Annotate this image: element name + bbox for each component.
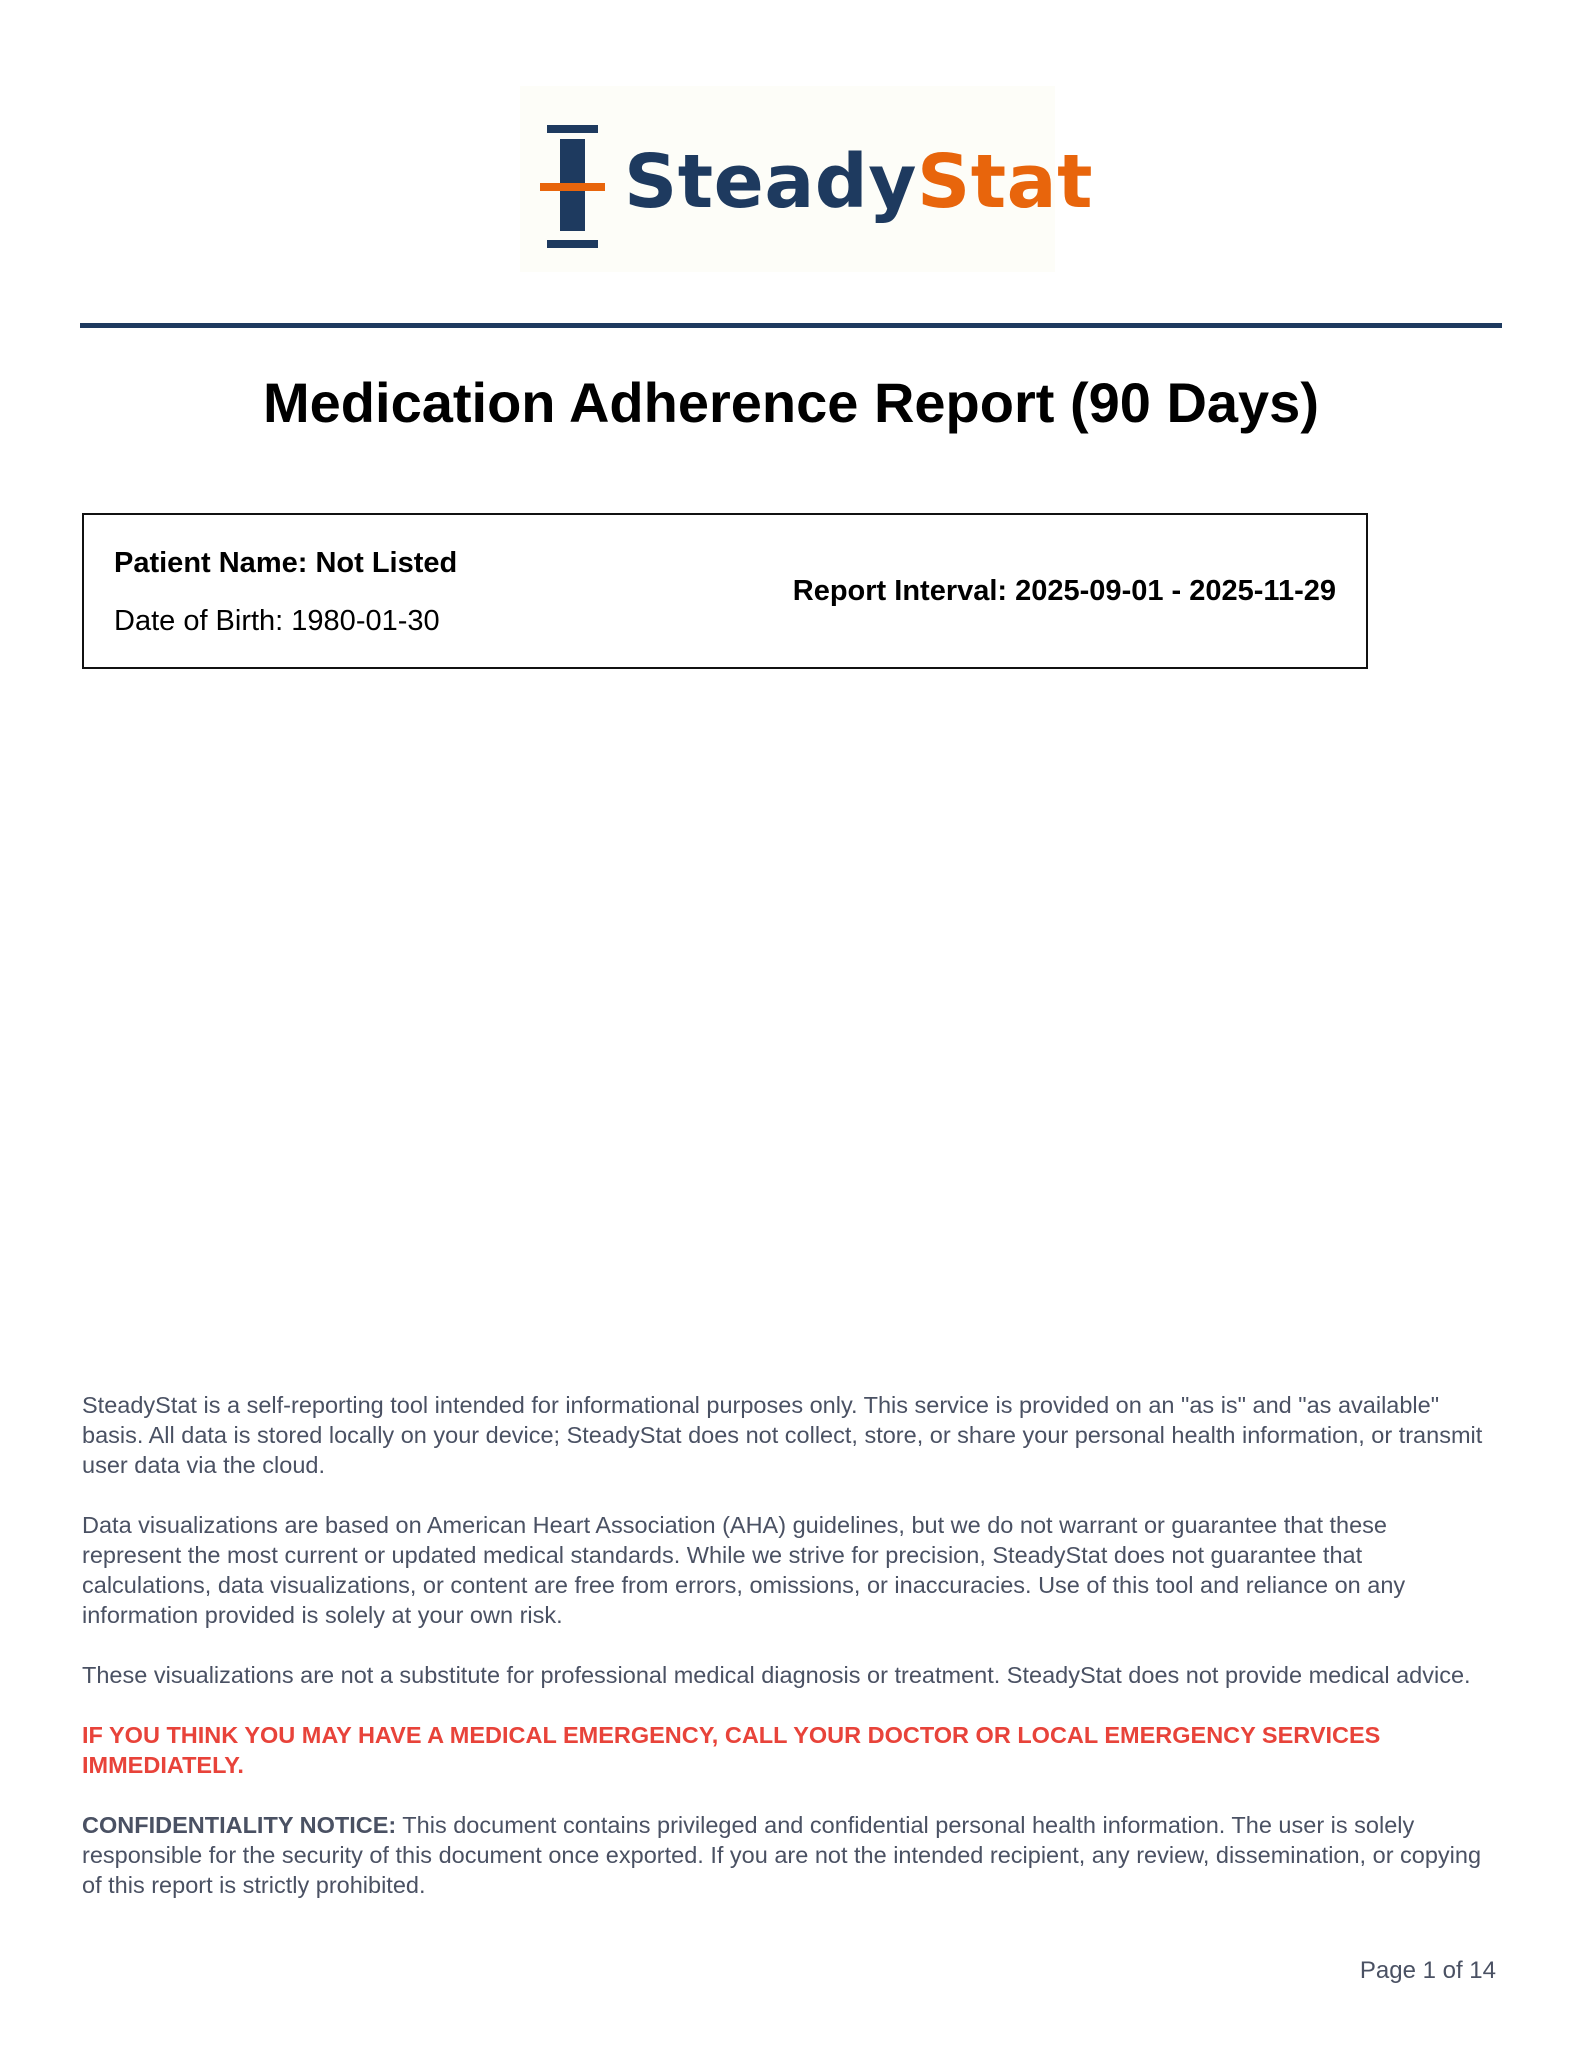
logo-mark-bottom-bar bbox=[547, 240, 598, 248]
report-interval: Report Interval: 2025-09-01 - 2025-11-29 bbox=[792, 575, 1336, 607]
brand-name-part2: Stat bbox=[917, 139, 1093, 225]
brand-wordmark bbox=[624, 139, 1093, 225]
patient-name: Patient Name: Not Listed bbox=[114, 547, 458, 579]
confidentiality-text: This document contains privileged and confidential personal health information. The user is solely responsible for the security of this document once exported. If you are not the intended recipient, any review, dissemination, or copying of this report is strictly prohibited. bbox=[82, 1812, 1482, 1898]
header-divider bbox=[80, 323, 1502, 328]
disclaimer-paragraph-usage: SteadyStat is a self-reporting tool intended for informational purposes only. This service is provided on an "as is" and "as available" basis. All data is stored locally on your device; SteadyStat does not collect, store, or share your personal health information, or transmit user data via the cloud. bbox=[82, 1392, 1483, 1478]
logo-mark-orange-bar bbox=[540, 183, 605, 191]
confidentiality-notice bbox=[82, 1810, 1492, 1900]
disclaimer-section bbox=[82, 1390, 1492, 1930]
emergency-warning: IF YOU THINK YOU MAY HAVE A MEDICAL EMERGENCY, CALL YOUR DOCTOR OR LOCAL EMERGENCY SERVICES IMMEDIATELY. bbox=[82, 1722, 1381, 1778]
date-of-birth: Date of Birth: 1980-01-30 bbox=[114, 605, 440, 637]
report-title: Medication Adherence Report (90 Days) bbox=[263, 371, 1319, 434]
patient-info-box bbox=[82, 513, 1368, 669]
page-number: Page 1 of 14 bbox=[1359, 1957, 1496, 1984]
logo-mark-top-bar bbox=[547, 125, 598, 133]
disclaimer-paragraph-medical-advice: These visualizations are not a substitute for professional medical diagnosis or treatment. SteadyStat does not provide medical advice. bbox=[82, 1662, 1471, 1688]
brand-logo bbox=[520, 86, 1093, 272]
confidentiality-label: CONFIDENTIALITY NOTICE: bbox=[82, 1812, 397, 1838]
disclaimer-paragraph-accuracy: Data visualizations are based on American Heart Association (AHA) guidelines, but we do not warrant or guarantee that these represent the most current or updated medical standards. While we strive for precision, SteadyStat does not guarantee that calculations, data visualizations, or content are free from errors, omissions, or inaccuracies. Use of this tool and reliance on any information provided is solely at your own risk. bbox=[82, 1512, 1406, 1628]
brand-name-part1: Steady bbox=[624, 139, 918, 225]
